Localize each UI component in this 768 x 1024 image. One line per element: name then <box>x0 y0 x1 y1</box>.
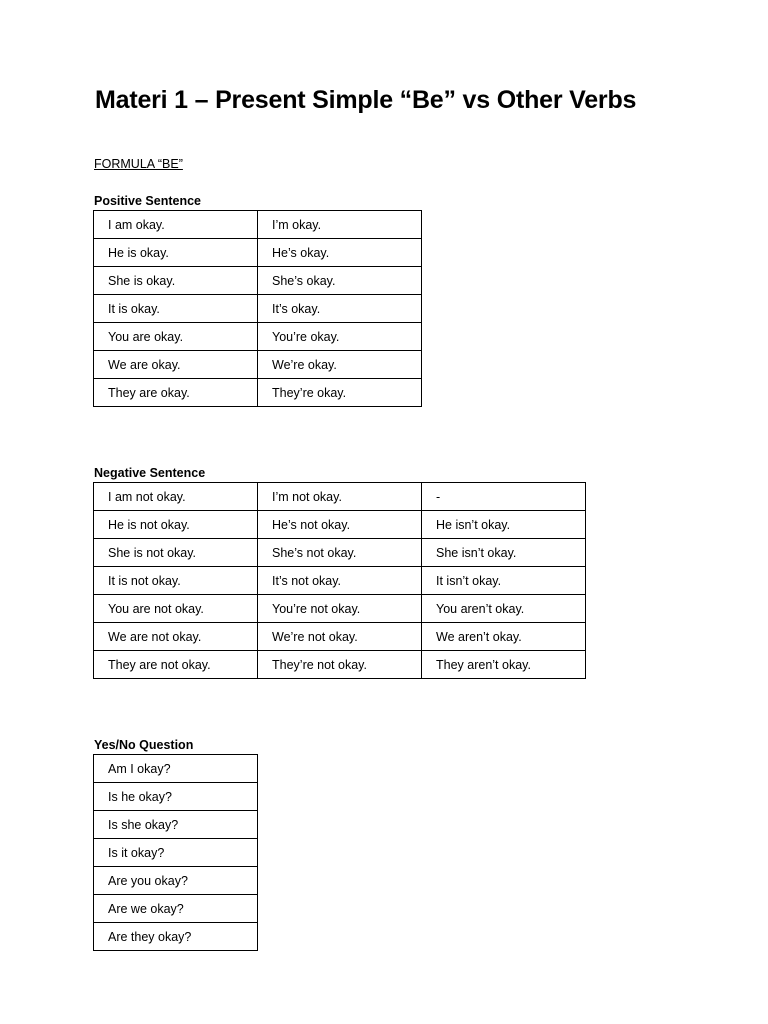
table-cell: We are not okay. <box>94 623 258 651</box>
formula-label: FORMULA “BE” <box>94 157 183 171</box>
table-cell: They are okay. <box>94 379 258 407</box>
table-cell: I am okay. <box>94 211 258 239</box>
table-cell: Are we okay? <box>94 895 258 923</box>
positive-heading: Positive Sentence <box>94 194 201 208</box>
table-cell: He isn’t okay. <box>422 511 586 539</box>
table-row <box>94 567 586 595</box>
question-heading: Yes/No Question <box>94 738 194 752</box>
table-cell: Is it okay? <box>94 839 258 867</box>
table-cell: He is not okay. <box>94 511 258 539</box>
table-cell: It’s not okay. <box>258 567 422 595</box>
negative-heading: Negative Sentence <box>94 466 206 480</box>
negative-table <box>93 482 586 679</box>
table-cell: You are okay. <box>94 323 258 351</box>
table-row <box>94 595 586 623</box>
table-cell: She is not okay. <box>94 539 258 567</box>
table-cell: They’re okay. <box>258 379 422 407</box>
table-cell: We’re not okay. <box>258 623 422 651</box>
table-cell: We are okay. <box>94 351 258 379</box>
table-row <box>94 867 258 895</box>
table-cell: He is okay. <box>94 239 258 267</box>
table-row <box>94 211 422 239</box>
table-cell: I’m not okay. <box>258 483 422 511</box>
table-cell: He’s okay. <box>258 239 422 267</box>
table-row <box>94 839 258 867</box>
table-row <box>94 323 422 351</box>
table-cell: It isn’t okay. <box>422 567 586 595</box>
table-cell: It is not okay. <box>94 567 258 595</box>
table-row <box>94 295 422 323</box>
question-table <box>93 754 258 951</box>
table-cell: I’m okay. <box>258 211 422 239</box>
table-cell: You’re okay. <box>258 323 422 351</box>
table-cell: Is she okay? <box>94 811 258 839</box>
table-row <box>94 239 422 267</box>
table-row <box>94 811 258 839</box>
table-row <box>94 379 422 407</box>
table-row <box>94 755 258 783</box>
table-cell: You’re not okay. <box>258 595 422 623</box>
table-row <box>94 267 422 295</box>
table-row <box>94 483 586 511</box>
table-row <box>94 539 586 567</box>
table-cell: She’s not okay. <box>258 539 422 567</box>
table-cell: He’s not okay. <box>258 511 422 539</box>
table-cell: It is okay. <box>94 295 258 323</box>
table-row <box>94 783 258 811</box>
table-cell: - <box>422 483 586 511</box>
table-cell: We aren’t okay. <box>422 623 586 651</box>
table-cell: We’re okay. <box>258 351 422 379</box>
table-cell: It’s okay. <box>258 295 422 323</box>
table-cell: You aren’t okay. <box>422 595 586 623</box>
table-cell: She’s okay. <box>258 267 422 295</box>
table-cell: I am not okay. <box>94 483 258 511</box>
table-row <box>94 895 258 923</box>
table-row <box>94 651 586 679</box>
table-cell: She is okay. <box>94 267 258 295</box>
table-row <box>94 511 586 539</box>
page-title: Materi 1 – Present Simple “Be” vs Other Verbs <box>95 86 637 114</box>
table-row <box>94 623 586 651</box>
table-cell: Are you okay? <box>94 867 258 895</box>
table-cell: Are they okay? <box>94 923 258 951</box>
table-row <box>94 923 258 951</box>
table-cell: You are not okay. <box>94 595 258 623</box>
table-cell: They aren’t okay. <box>422 651 586 679</box>
table-row <box>94 351 422 379</box>
table-cell: They are not okay. <box>94 651 258 679</box>
positive-table <box>93 210 422 407</box>
table-cell: Am I okay? <box>94 755 258 783</box>
table-cell: They’re not okay. <box>258 651 422 679</box>
table-cell: She isn’t okay. <box>422 539 586 567</box>
table-cell: Is he okay? <box>94 783 258 811</box>
